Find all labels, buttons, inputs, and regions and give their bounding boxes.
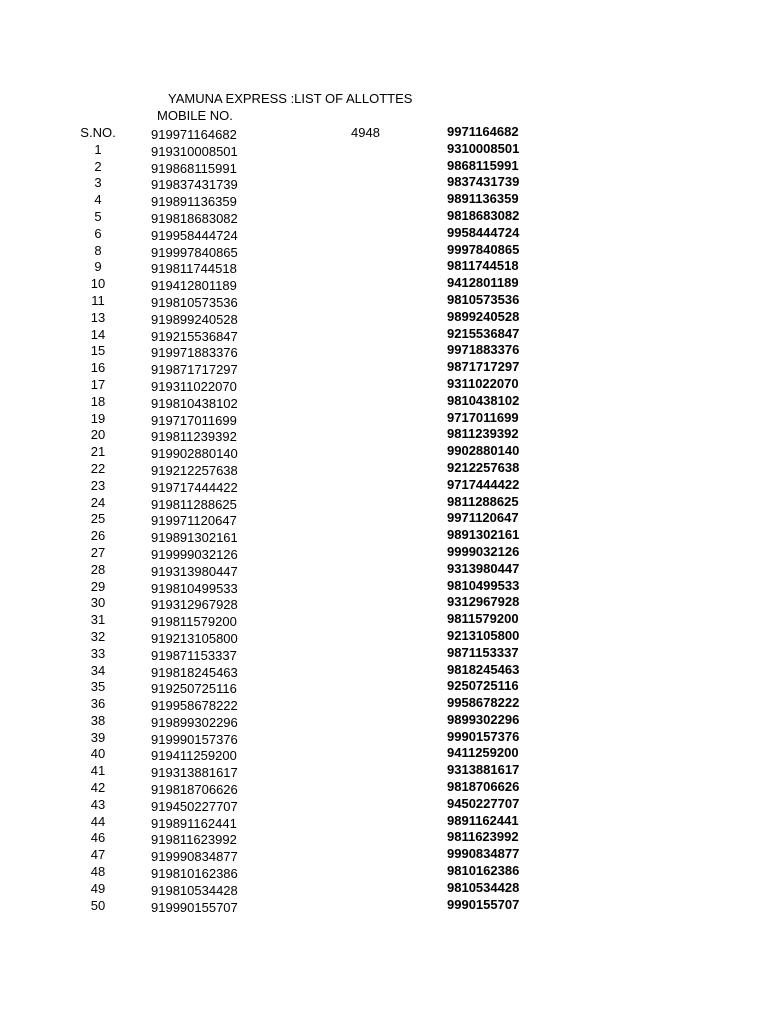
mobile-number-cell: 919810438102 bbox=[151, 395, 238, 411]
mobile-number-cell: 919958678222 bbox=[151, 698, 238, 714]
phone-number-cell: 9837431739 bbox=[447, 174, 520, 190]
phone-number-cell: 9891302161 bbox=[447, 527, 520, 543]
mobile-number-cell: 919818706626 bbox=[151, 782, 238, 798]
mobile-number-cell: 919313980447 bbox=[151, 563, 238, 579]
table-row bbox=[0, 326, 768, 343]
mobile-number-cell: 919971164682 bbox=[151, 127, 237, 142]
serial-number-cell: 5 bbox=[94, 208, 102, 224]
serial-number-cell: 16 bbox=[90, 360, 106, 376]
phone-number-cell: 9810162386 bbox=[447, 863, 520, 879]
table-row bbox=[0, 712, 768, 729]
phone-number-cell: 9311022070 bbox=[447, 375, 519, 391]
phone-number-cell: 9899302296 bbox=[447, 711, 520, 727]
phone-number-cell: 9412801189 bbox=[447, 275, 519, 291]
mobile-number-cell: 919837431739 bbox=[151, 177, 238, 193]
phone-number-cell: 9717444422 bbox=[447, 476, 520, 492]
serial-number-cell: 2 bbox=[94, 158, 102, 174]
phone-number-cell: 9902880140 bbox=[447, 443, 520, 459]
phone-number-cell: 9250725116 bbox=[447, 678, 519, 694]
serial-number-cell: 27 bbox=[90, 544, 106, 560]
phone-number-cell: 9312967928 bbox=[447, 594, 520, 610]
table-row bbox=[0, 158, 768, 175]
serial-number-cell: 41 bbox=[90, 763, 106, 779]
table-row bbox=[0, 779, 768, 796]
serial-number-cell: 34 bbox=[90, 662, 106, 678]
serial-number-cell: 8 bbox=[94, 242, 102, 258]
table-row bbox=[0, 594, 768, 611]
table-row bbox=[0, 225, 768, 242]
table-row bbox=[0, 813, 768, 830]
serial-number-cell: 24 bbox=[90, 494, 106, 510]
serial-number-cell: 35 bbox=[90, 679, 106, 695]
mobile-number-cell: 919312967928 bbox=[151, 597, 238, 613]
table-row bbox=[0, 695, 768, 712]
serial-number-cell: 3 bbox=[94, 175, 102, 191]
serial-number-cell: 28 bbox=[90, 561, 106, 577]
serial-number-cell: 26 bbox=[90, 528, 106, 544]
phone-number-cell: 9871717297 bbox=[447, 359, 520, 375]
serial-number-cell: S.NO. bbox=[80, 125, 116, 140]
serial-number-cell: 11 bbox=[91, 292, 105, 308]
table-row bbox=[0, 745, 768, 762]
table-row bbox=[0, 393, 768, 410]
mobile-number-cell: 919990834877 bbox=[151, 849, 238, 865]
extra-value-cell: 4948 bbox=[351, 125, 380, 140]
serial-number-cell: 19 bbox=[90, 410, 106, 426]
table-row bbox=[0, 426, 768, 443]
table-row bbox=[0, 762, 768, 779]
mobile-number-cell: 919971120647 bbox=[151, 513, 237, 529]
phone-number-cell: 9810573536 bbox=[447, 291, 520, 307]
mobile-number-cell: 919902880140 bbox=[151, 446, 238, 462]
table-row bbox=[0, 460, 768, 477]
serial-number-cell: 6 bbox=[94, 225, 102, 241]
table-row bbox=[0, 829, 768, 846]
phone-number-cell: 9811744518 bbox=[447, 258, 519, 274]
table-row bbox=[0, 191, 768, 208]
serial-number-cell: 15 bbox=[90, 343, 106, 359]
table-row bbox=[0, 796, 768, 813]
serial-number-cell: 49 bbox=[90, 880, 106, 896]
table-row bbox=[0, 628, 768, 645]
phone-number-cell: 9990157376 bbox=[447, 728, 520, 744]
phone-number-cell: 9971164682 bbox=[447, 124, 519, 139]
table-row bbox=[0, 678, 768, 695]
table-row bbox=[0, 258, 768, 275]
phone-number-cell: 9990155707 bbox=[447, 896, 520, 912]
mobile-number-cell: 919811579200 bbox=[151, 614, 237, 630]
phone-number-cell: 9450227707 bbox=[447, 795, 520, 811]
phone-number-cell: 9971120647 bbox=[447, 510, 519, 526]
serial-number-cell: 44 bbox=[90, 813, 106, 829]
mobile-number-cell: 919213105800 bbox=[151, 630, 238, 646]
serial-number-cell: 9 bbox=[94, 259, 102, 275]
table-row bbox=[0, 410, 768, 427]
mobile-number-cell: 919717444422 bbox=[151, 479, 238, 495]
serial-number-cell: 23 bbox=[90, 477, 106, 493]
serial-number-cell: 21 bbox=[90, 444, 106, 460]
mobile-number-cell: 919810499533 bbox=[151, 580, 238, 596]
mobile-number-cell: 919999032126 bbox=[151, 546, 238, 562]
phone-number-cell: 9717011699 bbox=[447, 409, 519, 425]
mobile-number-cell: 919250725116 bbox=[151, 681, 237, 697]
serial-number-cell: 20 bbox=[90, 427, 106, 443]
table-row bbox=[0, 477, 768, 494]
phone-number-cell: 9811579200 bbox=[447, 611, 519, 627]
phone-number-cell: 9997840865 bbox=[447, 241, 520, 257]
serial-number-cell: 50 bbox=[90, 897, 106, 913]
table-row bbox=[0, 342, 768, 359]
mobile-number-cell: 919891302161 bbox=[151, 530, 238, 546]
phone-number-cell: 9868115991 bbox=[447, 157, 519, 173]
table-row bbox=[0, 880, 768, 897]
table-row bbox=[0, 544, 768, 561]
mobile-number-cell: 919971883376 bbox=[151, 345, 238, 361]
phone-number-cell: 9818245463 bbox=[447, 661, 520, 677]
serial-number-cell: 4 bbox=[94, 192, 102, 208]
phone-number-cell: 9990834877 bbox=[447, 846, 520, 862]
table-row bbox=[0, 645, 768, 662]
serial-number-cell: 29 bbox=[90, 578, 106, 594]
phone-number-cell: 9213105800 bbox=[447, 627, 520, 643]
table-row bbox=[0, 174, 768, 191]
serial-number-cell: 46 bbox=[90, 830, 106, 846]
mobile-number-cell: 919810162386 bbox=[151, 866, 238, 882]
table-row bbox=[0, 141, 768, 158]
table-row bbox=[0, 124, 768, 141]
phone-number-cell: 9310008501 bbox=[447, 140, 520, 156]
serial-number-cell: 30 bbox=[90, 595, 106, 611]
serial-number-cell: 33 bbox=[90, 645, 106, 661]
serial-number-cell: 10 bbox=[90, 276, 106, 292]
phone-number-cell: 9818706626 bbox=[447, 779, 520, 795]
table-row bbox=[0, 662, 768, 679]
mobile-number-cell: 919868115991 bbox=[151, 160, 237, 176]
phone-number-cell: 9891136359 bbox=[447, 191, 519, 207]
serial-number-cell: 1 bbox=[94, 141, 102, 157]
serial-number-cell: 18 bbox=[90, 393, 106, 409]
mobile-number-cell: 919871717297 bbox=[151, 362, 238, 378]
phone-number-cell: 9958678222 bbox=[447, 695, 520, 711]
mobile-number-cell: 919990155707 bbox=[151, 899, 238, 915]
serial-number-cell: 22 bbox=[90, 460, 106, 476]
mobile-number-cell: 919411259200 bbox=[151, 748, 237, 764]
phone-number-cell: 9891162441 bbox=[447, 812, 519, 828]
phone-number-cell: 9899240528 bbox=[447, 308, 520, 324]
mobile-number-cell: 919871153337 bbox=[151, 647, 237, 663]
serial-number-cell: 36 bbox=[90, 696, 106, 712]
phone-number-cell: 9313980447 bbox=[447, 560, 520, 576]
mobile-number-cell: 919215536847 bbox=[151, 328, 238, 344]
mobile-number-cell: 919818245463 bbox=[151, 664, 238, 680]
table-row bbox=[0, 275, 768, 292]
table-row bbox=[0, 208, 768, 225]
mobile-number-cell: 919990157376 bbox=[151, 731, 238, 747]
table-row bbox=[0, 443, 768, 460]
serial-number-cell: 38 bbox=[90, 712, 106, 728]
serial-number-cell: 13 bbox=[90, 309, 106, 325]
mobile-number-cell: 919997840865 bbox=[151, 244, 238, 260]
serial-number-cell: 17 bbox=[90, 376, 106, 392]
mobile-column-header: MOBILE NO. bbox=[157, 108, 233, 123]
serial-number-cell: 14 bbox=[90, 326, 106, 342]
document-title: YAMUNA EXPRESS :LIST OF ALLOTTES bbox=[168, 91, 413, 106]
phone-number-cell: 9810499533 bbox=[447, 577, 520, 593]
table-row bbox=[0, 292, 768, 309]
phone-number-cell: 9999032126 bbox=[447, 543, 520, 559]
phone-number-cell: 9411259200 bbox=[447, 745, 519, 761]
serial-number-cell: 32 bbox=[90, 628, 106, 644]
table-row bbox=[0, 846, 768, 863]
phone-number-cell: 9971883376 bbox=[447, 342, 520, 358]
allottee-table bbox=[0, 124, 768, 913]
serial-number-cell: 40 bbox=[90, 746, 106, 762]
table-row bbox=[0, 242, 768, 259]
mobile-number-cell: 919811239392 bbox=[151, 429, 237, 445]
table-row bbox=[0, 611, 768, 628]
table-row bbox=[0, 376, 768, 393]
phone-number-cell: 9958444724 bbox=[447, 224, 520, 240]
table-row bbox=[0, 561, 768, 578]
mobile-number-cell: 919811288625 bbox=[151, 496, 237, 512]
mobile-number-cell: 919212257638 bbox=[151, 462, 238, 478]
serial-number-cell: 43 bbox=[90, 796, 106, 812]
table-row bbox=[0, 729, 768, 746]
phone-number-cell: 9818683082 bbox=[447, 207, 520, 223]
mobile-number-cell: 919311022070 bbox=[151, 378, 237, 394]
table-row bbox=[0, 578, 768, 595]
phone-number-cell: 9215536847 bbox=[447, 325, 520, 341]
table-row bbox=[0, 494, 768, 511]
mobile-number-cell: 919891162441 bbox=[151, 815, 237, 831]
mobile-number-cell: 919811623992 bbox=[151, 832, 237, 848]
serial-number-cell: 42 bbox=[90, 780, 106, 796]
mobile-number-cell: 919899302296 bbox=[151, 714, 238, 730]
table-row bbox=[0, 359, 768, 376]
table-row bbox=[0, 527, 768, 544]
serial-number-cell: 47 bbox=[90, 847, 106, 863]
mobile-number-cell: 919717011699 bbox=[151, 412, 237, 428]
phone-number-cell: 9871153337 bbox=[447, 644, 519, 660]
table-row bbox=[0, 510, 768, 527]
table-row bbox=[0, 309, 768, 326]
mobile-number-cell: 919810534428 bbox=[151, 882, 238, 898]
phone-number-cell: 9810534428 bbox=[447, 879, 520, 895]
mobile-number-cell: 919811744518 bbox=[151, 261, 237, 277]
mobile-number-cell: 919810573536 bbox=[151, 294, 238, 310]
serial-number-cell: 39 bbox=[90, 729, 106, 745]
mobile-number-cell: 919310008501 bbox=[151, 143, 238, 159]
phone-number-cell: 9212257638 bbox=[447, 459, 520, 475]
phone-number-cell: 9810438102 bbox=[447, 392, 520, 408]
mobile-number-cell: 919899240528 bbox=[151, 311, 238, 327]
mobile-number-cell: 919891136359 bbox=[151, 194, 237, 210]
serial-number-cell: 48 bbox=[90, 864, 106, 880]
phone-number-cell: 9313881617 bbox=[447, 762, 520, 778]
serial-number-cell: 31 bbox=[90, 612, 106, 628]
phone-number-cell: 9811623992 bbox=[447, 829, 519, 845]
table-row bbox=[0, 863, 768, 880]
serial-number-cell: 25 bbox=[90, 511, 106, 527]
mobile-number-cell: 919818683082 bbox=[151, 210, 238, 226]
table-row bbox=[0, 897, 768, 914]
mobile-number-cell: 919412801189 bbox=[151, 278, 237, 294]
mobile-number-cell: 919450227707 bbox=[151, 798, 238, 814]
phone-number-cell: 9811288625 bbox=[447, 493, 519, 509]
mobile-number-cell: 919958444724 bbox=[151, 227, 238, 243]
mobile-number-cell: 919313881617 bbox=[151, 765, 238, 781]
phone-number-cell: 9811239392 bbox=[447, 426, 519, 442]
